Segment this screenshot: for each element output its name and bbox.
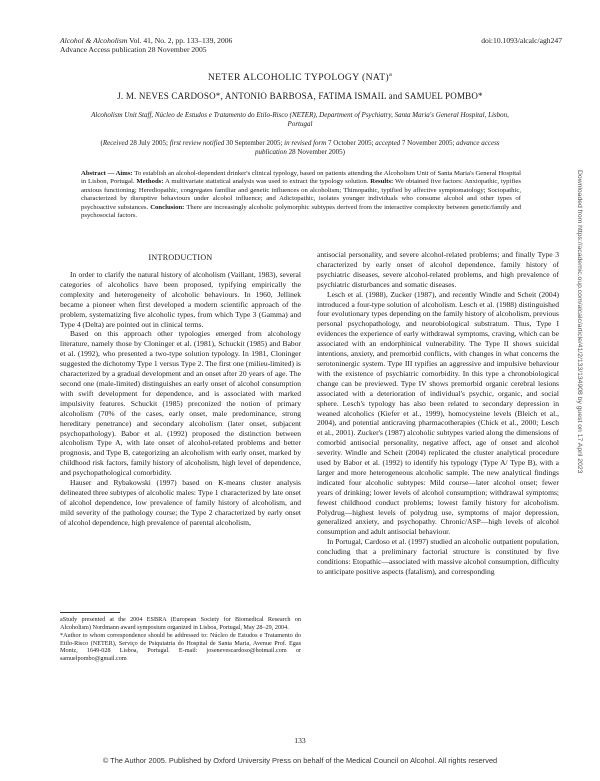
author-list: J. M. NEVES CARDOSO*, ANTONIO BARBOSA, FATIMA ISMAIL and SAMUEL POMBO* [117,91,483,101]
footnote-correspondence: *Author to whom correspondence should be addressed to: Núcleo de Estudos e Tratamento do Etilo-Risco (NETER), Serviço de Psiquiatria do Hospital de Santa Maria, Avenue Prof. Egas Moniz, 1649-028 Lisboa, Portugal. E-mail: josenevescardoso@hotmail.com or samuelpombo@gmail.com [60,632,301,662]
paragraph: Lesch et al. (1988), Zucker (1987), and recently Windle and Scheit (2004) introduced a four-type solution of alcoholism. Lesch et al. (1988) distinguished four evolutionary types depending on the family history of alcoholism, previous personal psychopathology, and neurobiological substratum. Thus, Type I evidences the experience of early withdrawal symptoms, craving, which can be associated with an endorphinical vulnerability. The Type II shows suicidal intentions, anxiety, and premorbid conflicts, with changes in what concerns the serotoninergic system. Type III typifies an aggressive and impulsive behaviour with the existence of psychiatric comorbidity. In this type a chronobiological change can be previewed. Type IV shows premorbid organic cerebral lesions associated with a deterioration of individual's psychic, organic, and social sphere. Lesch's typology has also been related to secondary depression in weaned alcoholics (Kiefer et al., 1999), homocysteine levels (Bleich et al., 2004), and potential anticraving pharmacotherapies (Chick et al., 2000; Lesch et al., 2001). Zucker's (1987) alcoholic subtypes varied along the dimensions of comorbid antisocial personality, negative affect, age of onset and alcohol severity. Windle and Scheit (2004) replicated the cluster analytical procedure used by Babor et al. (1992) to identify his typology (Type A/ Type B), with a larger and more heterogeneous alcoholic sample. The new analytical findings indicated four alcoholic subtypes: Mild course—later alcohol onset; fewer years of drinking; lower levels of alcohol consumption; withdrawal symptoms; fewest childhood conduct problems; lowest family history for alcoholism. Polydrug—highest levels of polydrug use, symptoms of major depression, generalized anxiety, and psychopathy. Chronic/ASP—high levels of alcohol consumption and adult antisocial behaviour. [317,289,559,537]
paragraph: In Portugal, Cardoso et al. (1997) studied an alcoholic outpatient population, concluding that a preliminary factorial structure is constituted by five conditions: Etopathic—associated with massive alcohol consumption, difficulty to anticipate positive aspects (fatalism), and corresponding [317,537,559,576]
article-title: NETER ALCOHOLIC TYPOLOGY (NAT)$^a$ [207,72,393,84]
paragraph: In order to clarify the natural history of alcoholism (Vaillant, 1983), several categories of alcoholics have been proposed, typifying empirically the complexity and heterogeneity of alcoholic behaviours. In 1960, Jellinek became a pioneer when first developed a modern scientific approach of the problem, systematizing five alcoholic types, from which Type 3 (Gamma) and Type 4 (Delta) are pointed out in clinical terms. [60,270,301,329]
paragraph: antisocial personality, and severe alcohol-related problems; and finally Type 3 characterized by early onset of alcohol dependence, family history of psychiatric diseases, severe alcohol-related problems, and high prevalence of psychiatric disturbances and somatic diseases. [317,250,559,289]
paragraph: Hauser and Rybakowski (1997) based on K-means cluster analysis delineated three subtypes of alcoholic males: Type 1 characterized by late onset of alcohol dependence, low prevalence of family history of alcoholism, and mild severity of the pathology course; the Type 2 characterized by early onset of alcohol dependence, high prevalence of parental alcoholism, [60,478,301,527]
download-watermark: Downloaded from https://academic.oup.com/alcalc/article/41/2/133/134908 by guest on 17 April 2023 [576,170,583,474]
article-dates: (Received 28 July 2005; first review notified 30 September 2005; in revised form 7 October 2005; accepted 7 November 2005; advance access publication 28 November 2005) [100,139,500,156]
footnote-presentation: aStudy presented at the 2004 ESBRA (European Society for Biomedical Research on Alcoholism) Nordmann award symposium organized in Lisboa, Portugal, May 28–29, 2004. [60,616,301,631]
abstract: Abstract — Aims: To establish an alcohol-dependent drinker's clinical typology, based on patients attending the Alcoholism Unit of Santa Maria's General Hospital in Lisbon, Portugal. Methods: A multivariate statistical analysis was used to extract the typology solution. Results: We obtained five factors: Anxiopathic, typifies anxious functioning; Herediopathic, congregates familiar and genetic influences on alcoholism; Thimopathic, typified by affective symptomatology; Sociopathic, characterized by disruptive behaviours under alcohol influence; and Adictopathic, isolates younger individuals who consume alcohol and other types of psychoactive substances. Conclusion: There are increasingly alcoholic polymorphic subtypes derived from the interactive complexity between genetic/family and psychosocial factors. [81,170,522,220]
affiliation: Alcoholism Unit Staff, Núcleo de Estudos e Tratamento do Etilo-Risco (NETER), Department of Psychiatry, Santa Maria's General Hospital, Lisbon, Portugal [91,111,509,128]
journal-name: Alcohol & Alcoholism [60,36,128,45]
paragraph: Based on this approach other typologies emerged from alcohology literature, namely those by Cloninger et al. (1981), Schuckit (1985) and Babor et al. (1992), who presented a two-type solution typology. In 1981, Cloninger suggested the dichotomy Type 1 versus Type 2. The first one (milieu-limited) is characterized by a gradual development and an onset after 20 years of age. The second one (male-limited) distinguishes an early onset of alcohol consumption with swift development for dependence, and is associated with marked impulsivity features. Schuckit (1985) preconized the notion of primary alcoholism (70% of the cases, early onset, male predominance, strong hereditary penetrance) and secondary alcoholism (later onset, subjacent psychopathology). Babor et al. (1992) proposed the distinction between alcoholism Type A, with late onset of alcohol-related problems and better prognosis, and Type B, categorizing an alcoholism with early onset, marked by childhood risk factors, family history of alcoholism, high level of dependence, and psychopathological comorbidity. [60,329,301,478]
section-heading-introduction: INTRODUCTION [148,253,213,262]
body-column-right [317,250,559,577]
footnote-rule [60,612,120,613]
running-header [60,36,232,55]
doi[interactable]: doi:10.1093/alcalc/agh247 [481,36,562,45]
title-footnote-mark: a [389,72,393,78]
footnotes [60,616,301,664]
body-column-left [60,270,301,528]
copyright-notice: © The Author 2005. Published by Oxford University Press on behalf of the Medical Council on Alcohol. All rights reserved [102,756,498,765]
page-number: 133 [294,736,306,745]
citation: Vol. 41, No. 2, pp. 133–139, 2006 [129,36,233,45]
advance-access: Advance Access publication 28 November 2005 [60,45,207,55]
